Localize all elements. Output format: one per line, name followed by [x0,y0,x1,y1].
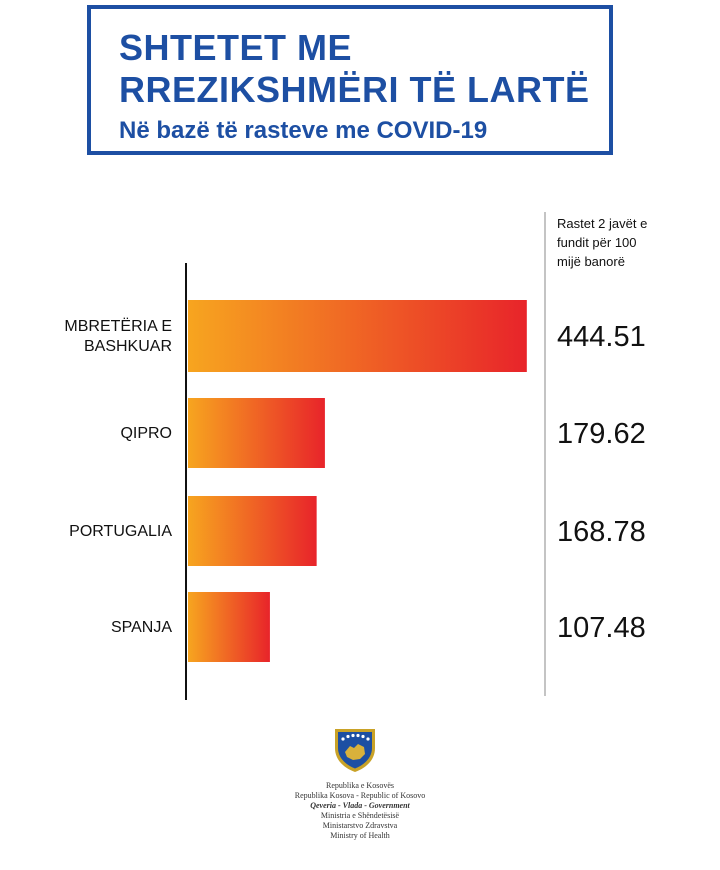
category-label: PORTUGALIA [69,523,172,540]
bar [188,592,270,662]
value-column-header-line2: fundit për 100 [557,235,637,250]
bar [188,496,317,566]
footer-line: Ministria e Shëndetësisë [320,811,400,820]
footer-line: Ministry of Health [330,831,390,840]
value-label: 444.51 [557,321,646,353]
page-subtitle: Në bazë të rasteve me COVID-19 [119,117,488,144]
page-title-line1: SHTETET ME [119,27,353,68]
footer-line: Qeveria - Vlada - Government [310,801,410,810]
category-label: MBRETËRIA E [64,318,172,335]
footer-line: Ministarstvo Zdravstva [322,821,398,830]
value-label: 168.78 [557,516,646,548]
category-label: QIPRO [120,425,172,442]
bar [188,398,325,468]
page-title-line2: RREZIKSHMËRI TË LARTË [119,69,590,110]
value-label: 179.62 [557,418,646,450]
value-column-header-line3: mijë banorë [557,254,625,269]
bar [188,300,527,372]
value-label: 107.48 [557,612,646,644]
government-footer [230,781,490,841]
kosovo-coat-of-arms-icon [331,726,379,774]
footer-line: Republika e Kosovës [326,781,394,790]
category-label: BASHKUAR [83,338,172,355]
footer-line: Republika Kosova - Republic of Kosovo [294,791,426,800]
category-label: SPANJA [110,619,172,636]
value-column-header-line1: Rastet 2 javët e [557,216,648,231]
